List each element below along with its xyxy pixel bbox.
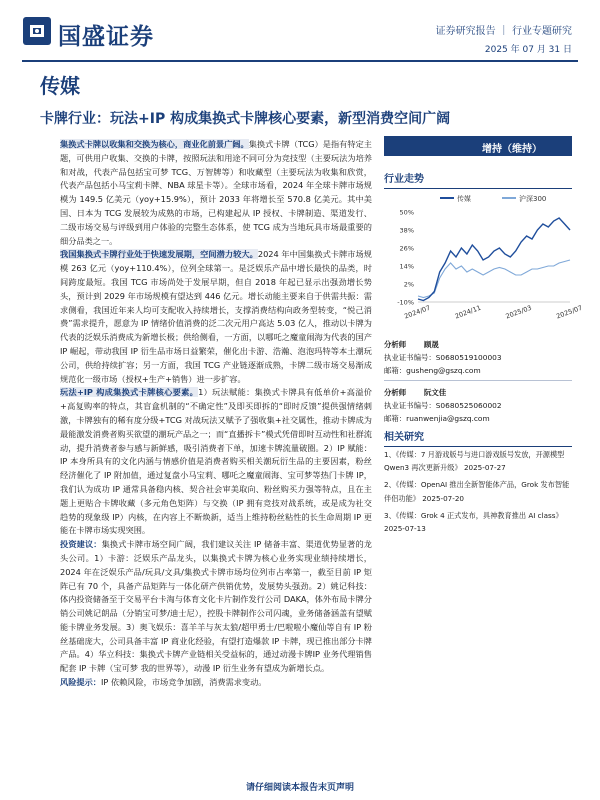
trend-heading: 行业走势 [384, 170, 572, 189]
x-tick-label: 2024/07 [403, 303, 432, 321]
legend-label: 传媒 [457, 195, 471, 203]
paragraph-overview [60, 138, 372, 248]
analyst-divider [384, 380, 572, 381]
analyst-2 [384, 386, 574, 425]
y-tick-label: 26% [399, 244, 414, 253]
related-list [384, 448, 574, 539]
analyst-1 [384, 338, 574, 377]
series-line-media [418, 218, 570, 301]
y-tick-label: 38% [399, 226, 414, 235]
y-tick-label: -10% [397, 298, 414, 307]
analyst-name: 阮文佳 [424, 388, 447, 397]
footer-disclaimer: 请仔细阅读本报告末页声明 [245, 783, 354, 793]
trend-chart [384, 190, 584, 321]
rating-badge: 增持（维持） [384, 136, 572, 156]
analyst-heading [384, 328, 572, 331]
analyst-cert: 执业证书编号：S0680525060002 [384, 401, 502, 410]
y-tick-label: 2% [403, 280, 414, 289]
analyst-role: 分析师 [384, 388, 407, 397]
paragraph-investment [60, 538, 372, 676]
brand-name: 国盛证券 [58, 23, 154, 50]
industry-name: 传媒 [40, 74, 80, 98]
paragraph-text: IP 依赖风险，市场竞争加剧，消费需求变动。 [100, 677, 267, 688]
paragraph-text: 1）玩法赋能：集换式卡牌具有低单价+高溢价+高复购率的特点，其盲盒机制的“不确定性”及即买即拆的“即时反馈”提供强情绪刺激，卡牌独有的稀有度分级+TCG 对战玩法又赋予了强收集+社交属性，推动卡牌成为最能激发消费者购买欲望的潮玩产品之一；而“直播拆卡”模式凭借即时互动性和社群流动，提升消费者参与感与新鲜感，吸引消费者下单，加速卡牌流量破圈。2）IP 赋能：IP 本身所具有的文化内涵与情感价值是消费者购买相关潮玩衍生品的主要因素，粉丝经济催化了 IP 附加值，通过复盘小马宝莉、哪吒之魔童闹海、宝可梦等热门卡牌 IP，我们认为成功 IP 通常具备稳内核、契合社会审美取向、粉丝购买力强等特点，且在主题上更贴合卡牌收藏（多元角色矩阵）与交换（IP 拥有竞技对战系统，或是成为社交趋势的现象级 IP）内核，在内容上不断焕新，适当上维持粉丝粘性的长生命周期 IP 更能在卡牌市场实现突围。 [60, 387, 372, 536]
header-divider [22, 60, 578, 62]
paragraph-china-market [60, 248, 372, 386]
trend-chart-svg [384, 190, 584, 321]
report-title: 卡牌行业：玩法+IP 构成集换式卡牌核心要素，新型消费空间广阔 [40, 111, 451, 127]
paragraph-text: 集换式卡牌（TCG）是指有特定主题，可供用户收集、交换的卡牌，按照玩法和用途不同可分为竞技型（主要玩法为培养和对战，代表产品包括宝可梦 TCG、万智牌等）和收藏型（主要玩法为收集和欣赏，代表产品包括小马宝莉卡牌、NBA 球星卡等）。全球市场看，2024 年全球卡牌市场规模为 149.5 亿美元（yoy+15.9%），预计 2033 年将增长至 570.8 亿美元。其中美国、日本为 TCG 发展较为成熟的市场，已构建起从 IP 授权、卡牌制造、渠道发行、二级市场交易与评级到用户体验的完整生态体系，使 TCG 成为当地玩具市场最重要的细分品类之一。 [60, 139, 372, 246]
report-type: 证券研究报告 ｜ 行业专题研究 [435, 26, 572, 37]
related-item[interactable]: 1、《传媒：7 月游戏版号与进口游戏版号发放，开源模型 Qwen3 再次更新升级》 2025-07-27 [384, 450, 565, 473]
related-item[interactable]: 3、《传媒：Grok 4 正式发布，具神教育推出 AI class》 2025-07-13 [384, 510, 563, 534]
analyst-email: 邮箱：ruanwenjia@gszq.com [384, 414, 490, 423]
related-item[interactable]: 2、《传媒：OpenAI 推出全新智能体产品，Grok 发布智能伴侣功能》 2025-07-20 [384, 480, 570, 503]
brand-logo-icon [22, 16, 52, 46]
analyst-email: 邮箱：gusheng@gszq.com [384, 366, 481, 375]
analyst-cert: 执业证书编号：S0680519100003 [384, 353, 502, 362]
series-line-csi300 [418, 260, 570, 298]
paragraph-lead: 投资建议： [60, 539, 102, 550]
paragraph-lead: 我国集换式卡牌行业处于快速发展期，空间潜力较大。 [60, 249, 258, 260]
y-tick-label: 14% [399, 262, 414, 271]
paragraph-core-elements [60, 386, 372, 538]
related-heading: 相关研究 [384, 428, 572, 447]
report-date: 2025 年 07 月 31 日 [484, 45, 572, 55]
paragraph-text: 2024 年中国集换式卡牌市场规模 263 亿元（yoy+110.4%），位列全球第一。是泛娱乐产品中增长最快的品类，时间跨度最短。我国 TCG 市场尚处于发展早期，但自 2018 年起已显示出强劲增长势头，预计到 2029 年市场规模有望达到 446 亿元。增长动能主要来自于供需共振：需求侧看，我国近年来人均可支配收入持续增长，支撑消费结构向政务型转变，“悦己消费”需求提升，愿意为 IP 情绪价值消费的泛二次元用户高达 5.03 亿人，推动以卡牌为代表的泛娱乐消费成为新增长极；供给侧看，一方面，以哪吒之魔童闹海为代表的国产 IP 崛起，带动我国 IP 衍生品市场日益繁荣，催化出卡游、浩瀚、泡泡玛特等本土潮玩公司，供给持续扩容；另一方面，我国 TCG 产业链逐渐成熟，卡牌二级市场交易渐成规范化一级市场（授权+生产+销售）进一步扩容。 [60, 249, 372, 384]
paragraph-lead: 玩法+IP 构成集换式卡牌核心要素。 [60, 387, 199, 398]
paragraph-lead: 风险提示： [60, 677, 101, 688]
y-tick-label: 50% [399, 208, 414, 217]
x-tick-label: 2025/03 [504, 303, 533, 321]
analyst-name: 顾晟 [424, 340, 439, 349]
x-tick-label: 2024/11 [453, 303, 483, 321]
paragraph-risk [60, 676, 372, 690]
paragraph-lead: 集换式卡牌以收集和交换为核心，商业化前景广阔。 [60, 139, 249, 149]
summary-body [60, 138, 372, 690]
analyst-role: 分析师 [384, 340, 407, 349]
legend-label: 沪深300 [519, 195, 547, 203]
paragraph-text: 集换式卡牌市场空间广阔，我们建议关注 IP 储备丰富、渠道优势显著的龙头公司。1）卡游：泛娱乐产品龙头，以集换式卡牌为核心业务实现业绩持续增长，2024 年在泛娱乐产品/玩具/文具/集换式卡牌市场均位列市占率第一，截至目前 IP 矩阵已有 70 个，具备产品矩阵与一体化研产供销优势，发展势头强劲。2）姚记科技：体内投资储备至于交易平台卡淘与体育文化卡片制作发行公司 DAKA，体外布局卡牌分销公司姚记朗品（分销宝可梦/迪士尼），控股卡牌制作公司闪魂，业务储备涵盖有望赋能卡牌业务发展。3）奥飞娱乐：喜羊羊与灰太狼/超甲勇士/巴啦啦小魔仙等自有 IP 粉丝基础庞大，公司具备丰富 IP 商业化经验，有望打造爆款 IP 卡牌，现已推出部分卡牌产品。4）华立科技：集换式卡牌产业链相关受益标的，通过动漫卡牌IP 业务代理销售配套 IP 卡牌（宝可梦 我的世界等），动漫 IP 衍生业务有望成为新增长点。 [60, 539, 372, 674]
x-tick-label: 2025/07 [555, 303, 584, 321]
brand-logo [22, 14, 172, 54]
